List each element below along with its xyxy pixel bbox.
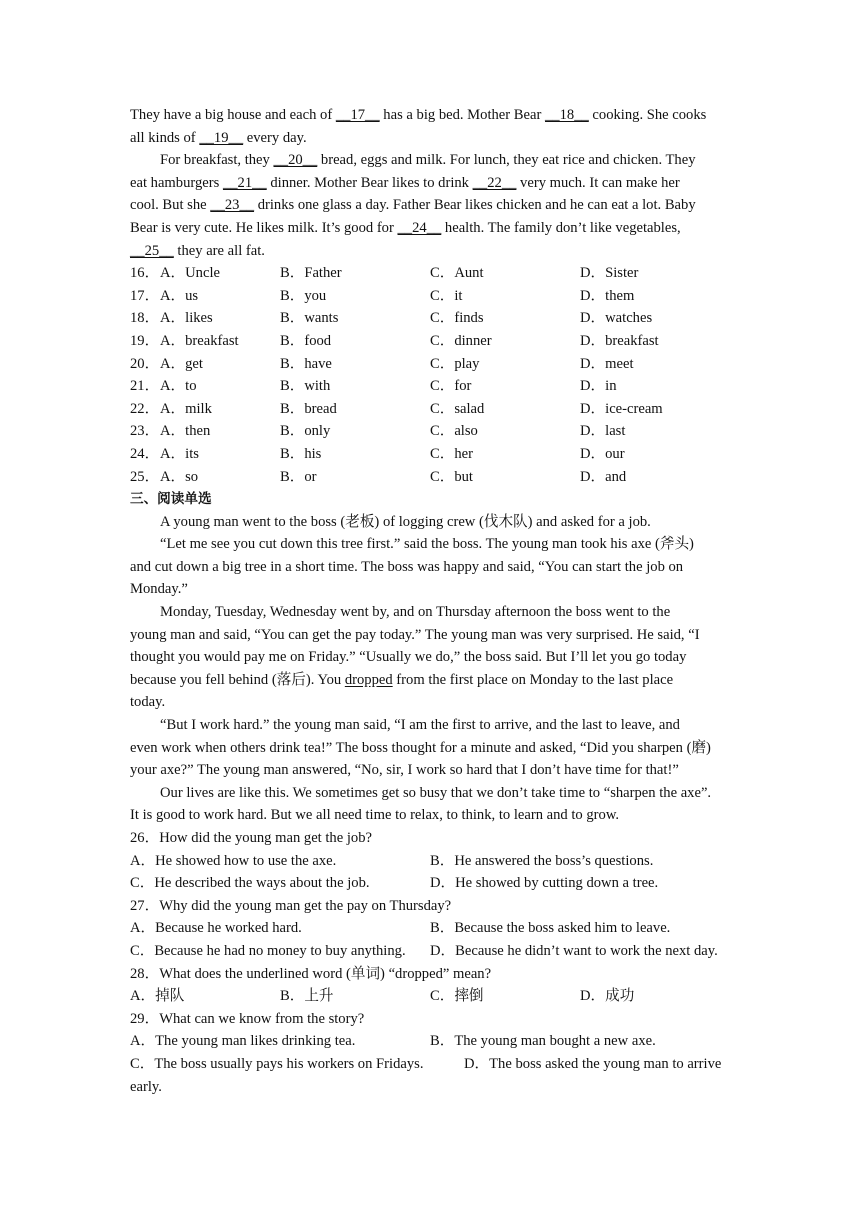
reading-line: “Let me see you cut down this tree first.” said the boss. The young man took his axe (斧头) [160, 536, 694, 553]
passage-line [130, 240, 732, 263]
cloze-passage [130, 104, 732, 262]
option-a[interactable]: A．Uncle [160, 265, 220, 282]
option-row [130, 466, 732, 489]
reading-line: Our lives are like this. We sometimes get so busy that we don’t take time to “sharpen the axe”. [160, 784, 712, 801]
option-b[interactable]: B．Father [280, 265, 342, 282]
question-number: 19． [130, 332, 160, 349]
question-number: 22． [130, 400, 160, 417]
option-d[interactable]: D．成功 [580, 988, 635, 1005]
question-number: 20． [130, 355, 160, 372]
option-c[interactable]: C．dinner [430, 332, 492, 349]
question-number: 21． [130, 378, 160, 395]
option-a[interactable]: A．likes [160, 310, 213, 327]
option-a[interactable]: A．its [160, 445, 199, 462]
option-row [130, 985, 732, 1008]
reading-line: “But I work hard.” the young man said, “I am the first to arrive, and the last to leave, and [160, 717, 680, 734]
option-row [130, 398, 732, 421]
option-row [130, 330, 732, 353]
option-a[interactable]: A．to [160, 378, 197, 395]
option-row [130, 850, 732, 873]
reading-text: from the first place on Monday to the last place [392, 671, 674, 688]
reading-line: Monday.” [130, 581, 188, 598]
option-b[interactable]: B．The young man bought a new axe. [430, 1033, 656, 1050]
reading-line: young man and said, “You can get the pay today.” The young man was very surprised. He said, “I [130, 626, 700, 643]
blank-18: __18__ [545, 107, 589, 123]
reading-line [130, 669, 732, 692]
option-d-continuation: early. [130, 1078, 162, 1095]
blank-21: __21__ [222, 174, 267, 191]
option-row [130, 353, 732, 376]
passage-text: cool. But she [130, 197, 211, 214]
reading-line: today. [130, 694, 166, 711]
question-number: 24． [130, 445, 160, 462]
option-row [130, 285, 732, 308]
option-d[interactable]: D．meet [580, 355, 634, 372]
blank-17: __17__ [335, 107, 380, 123]
passage-text: cooking. She cooks [588, 107, 707, 123]
option-d[interactable]: D．Because he didn’t want to work the next day. [430, 942, 718, 959]
option-d[interactable]: D．breakfast [580, 332, 659, 349]
option-b[interactable]: B．his [280, 445, 322, 462]
passage-line [130, 127, 732, 150]
section-title: 三、阅读单选 [130, 491, 212, 508]
passage-text: dinner. Mother Bear likes to drink [266, 174, 473, 191]
question-28: 28．What does the underlined word (单词) “dropped” mean? [130, 965, 492, 982]
blank-23: __23__ [210, 197, 255, 214]
option-row [130, 420, 732, 443]
passage-text: Bear is very cute. He likes milk. It’s good for [130, 219, 398, 236]
blank-24: __24__ [397, 219, 442, 236]
option-c[interactable]: C．finds [430, 310, 484, 327]
option-row [130, 872, 732, 895]
option-b[interactable]: B．only [280, 423, 331, 440]
cloze-options [130, 262, 732, 488]
option-a[interactable]: A．Because he worked hard. [130, 920, 302, 937]
reading-line: and cut down a big tree in a short time. The boss was happy and said, “You can start the job on [130, 558, 684, 575]
reading-line: thought you would pay me on Friday.” “Usually we do,” the boss said. But I’ll let you go today [130, 649, 687, 666]
question-27: 27．Why did the young man get the pay on Thursday? [130, 897, 452, 914]
question-number: 16． [130, 265, 160, 282]
option-a[interactable]: A．get [160, 355, 203, 372]
option-row [130, 1053, 732, 1076]
worksheet-page [130, 104, 732, 1098]
option-c[interactable]: C．it [430, 287, 463, 304]
question-number: 18． [130, 310, 160, 327]
reading-line: even work when others drink tea!” The boss thought for a minute and asked, “Did you sharpen (磨) [130, 739, 711, 756]
option-row [130, 917, 732, 940]
question-29: 29．What can we know from the story? [130, 1010, 365, 1027]
option-d[interactable]: D．them [580, 287, 635, 304]
passage-line [130, 172, 732, 195]
option-c[interactable]: C．The boss usually pays his workers on Fridays. [130, 1055, 424, 1072]
option-row [130, 262, 732, 285]
passage-text: For breakfast, they [160, 152, 274, 169]
question-number: 23． [130, 423, 160, 440]
option-d[interactable]: D．in [580, 378, 617, 395]
option-c[interactable]: C．but [430, 468, 473, 485]
reading-line: Monday, Tuesday, Wednesday went by, and on Thursday afternoon the boss went to the [160, 604, 671, 621]
question-number: 17． [130, 287, 160, 304]
option-row [130, 940, 732, 963]
option-b[interactable]: B．food [280, 332, 332, 349]
option-d[interactable]: D．The boss asked the young man to arrive [464, 1055, 722, 1072]
reading-line: your axe?” The young man answered, “No, sir, I work so hard that I don’t have time for that!” [130, 762, 679, 779]
blank-19: __19__ [199, 129, 244, 146]
passage-text: They have a big house and each of [130, 107, 336, 123]
option-d[interactable]: D．last [580, 423, 626, 440]
option-a[interactable]: A．He showed how to use the axe. [130, 852, 337, 869]
option-b[interactable]: B．or [280, 468, 317, 485]
passage-line [130, 194, 732, 217]
option-a[interactable]: A．then [160, 423, 211, 440]
passage-text: bread, eggs and milk. For lunch, they eat rice and chicken. They [317, 152, 696, 169]
option-row [130, 1030, 732, 1053]
option-a[interactable]: A．The young man likes drinking tea. [130, 1033, 356, 1050]
passage-line [130, 217, 732, 240]
option-c[interactable]: C．also [430, 423, 478, 440]
option-d[interactable]: D．our [580, 445, 625, 462]
option-b[interactable]: B．bread [280, 400, 337, 417]
option-a[interactable]: A．breakfast [160, 332, 239, 349]
passage-text: all kinds of [130, 129, 200, 146]
reading-questions [130, 827, 732, 1098]
passage-line [130, 149, 732, 172]
blank-22: __22__ [472, 174, 517, 191]
option-b[interactable]: B．you [280, 287, 327, 304]
passage-text: health. The family don’t like vegetables, [441, 219, 681, 236]
passage-text: very much. It can make her [516, 174, 680, 191]
underlined-word: dropped [344, 671, 393, 688]
option-c[interactable]: C．Aunt [430, 265, 484, 282]
option-d[interactable]: D．watches [580, 310, 653, 327]
passage-text: drinks one glass a day. Father Bear likes chicken and he can eat a lot. Baby [254, 197, 696, 214]
blank-25: __25__ [130, 242, 174, 259]
passage-line [130, 104, 732, 127]
option-b[interactable]: B．Because the boss asked him to leave. [430, 920, 671, 937]
option-b[interactable]: B．wants [280, 310, 339, 327]
option-row [130, 307, 732, 330]
reading-passage [130, 511, 732, 827]
option-d[interactable]: D．ice-cream [580, 400, 663, 417]
option-a[interactable]: A．milk [160, 400, 212, 417]
option-c[interactable]: C．play [430, 355, 480, 372]
option-b[interactable]: B．have [280, 355, 332, 372]
question-26: 26．How did the young man get the job? [130, 830, 372, 846]
blank-20: __20__ [273, 152, 318, 169]
option-b[interactable]: B．with [280, 378, 331, 395]
option-d[interactable]: D．Sister [580, 265, 639, 282]
passage-text: every day. [243, 129, 307, 146]
passage-text: has a big bed. Mother Bear [379, 107, 545, 123]
option-c[interactable]: C．for [430, 378, 472, 395]
option-a[interactable]: A．us [160, 287, 199, 304]
question-number: 25． [130, 468, 160, 485]
option-a[interactable]: A．掉队 [130, 988, 185, 1005]
passage-text: they are all fat. [173, 242, 265, 259]
option-d[interactable]: D．and [580, 468, 627, 485]
reading-text: because you fell behind (落后). You [130, 671, 345, 688]
passage-text: eat hamburgers [130, 174, 223, 191]
option-c[interactable]: C．salad [430, 400, 485, 417]
reading-line: A young man went to the boss (老板) of logging crew (伐木队) and asked for a job. [160, 513, 651, 530]
option-c[interactable]: C．her [430, 445, 473, 462]
option-c[interactable]: C．摔倒 [430, 988, 484, 1005]
option-c[interactable]: C．He described the ways about the job. [130, 875, 370, 892]
option-c[interactable]: C．Because he had no money to buy anything. [130, 942, 406, 959]
option-b[interactable]: B．上升 [280, 988, 334, 1005]
option-a[interactable]: A．so [160, 468, 199, 485]
option-b[interactable]: B．He answered the boss’s questions. [430, 852, 654, 869]
option-d[interactable]: D．He showed by cutting down a tree. [430, 875, 659, 892]
option-row [130, 375, 732, 398]
reading-line: It is good to work hard. But we all need time to relax, to think, to learn and to grow. [130, 807, 620, 824]
option-row [130, 443, 732, 466]
